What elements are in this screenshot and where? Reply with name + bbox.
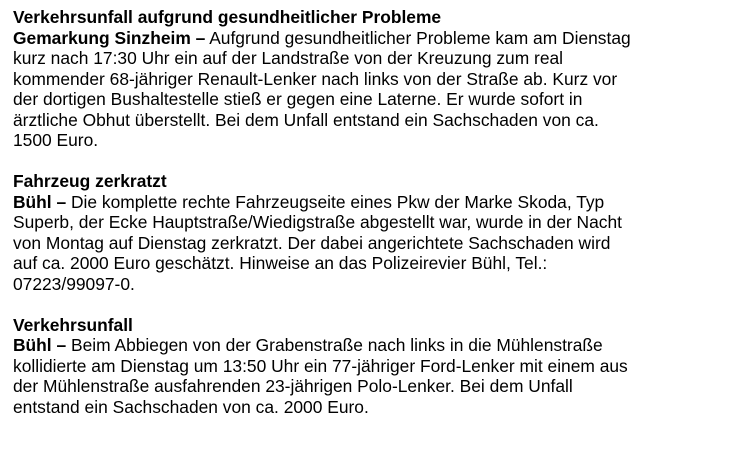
- article-line: 1500 Euro.: [13, 130, 99, 150]
- article-line: kurz nach 17:30 Uhr ein auf der Landstraße von der Kreuzung zum real: [13, 48, 564, 68]
- article-location: Gemarkung Sinzheim –: [13, 27, 206, 48]
- article-line: der Mühlenstraße ausfahrenden 23-jährigen Polo-Lenker. Bei dem Unfall: [13, 376, 573, 396]
- article-line: von Montag auf Dienstag zerkratzt. Der dabei angerichtete Sachschaden wird: [13, 232, 611, 253]
- document-page: [13, 7, 743, 417]
- article-first-line: [13, 28, 743, 49]
- article-line: kommender 68-jähriger Renault-Lenker nach links von der Straße ab. Kurz vor: [13, 68, 618, 89]
- article-line: ärztliche Obhut überstellt. Bei dem Unfall entstand ein Sachschaden von ca.: [13, 109, 599, 130]
- article-line: entstand ein Sachschaden von ca. 2000 Euro.: [13, 396, 369, 417]
- article-body: [13, 335, 743, 417]
- article-line: 07223/99097-0.: [13, 273, 135, 294]
- article-first-line: [13, 335, 743, 356]
- article-headline: Verkehrsunfall: [13, 314, 133, 335]
- article-headline: Fahrzeug zerkratzt: [13, 171, 167, 191]
- article-location: Bühl –: [13, 335, 67, 355]
- article-body: [13, 192, 743, 295]
- article-first-line: [13, 192, 743, 213]
- article-line: Die komplette rechte Fahrzeugseite eines Pkw der Marke Skoda, Typ: [70, 191, 605, 212]
- article-buehl-accident: [13, 315, 743, 418]
- article-line: Beim Abbiegen von der Grabenstraße nach links in die Mühlenstraße: [70, 335, 603, 355]
- article-line: Superb, der Ecke Hauptstraße/Wiedigstraße abgestellt war, wurde in der Nacht: [13, 212, 622, 232]
- article-location: Bühl –: [13, 191, 67, 212]
- article-headline: Verkehrsunfall aufgrund gesundheitlicher Probleme: [13, 7, 442, 27]
- article-line: kollidierte am Dienstag um 13:50 Uhr ein 77-jähriger Ford-Lenker mit einem aus: [13, 355, 628, 376]
- article-line: Aufgrund gesundheitlicher Probleme kam am Dienstag: [209, 27, 631, 48]
- article-line: der dortigen Bushaltestelle stieß er gegen eine Laterne. Er wurde sofort in: [13, 89, 583, 109]
- article-line: auf ca. 2000 Euro geschätzt. Hinweise an das Polizeirevier Bühl, Tel.:: [13, 253, 548, 273]
- article-sinzheim: [13, 7, 743, 151]
- article-body: [13, 28, 743, 151]
- article-buehl-scratch: [13, 171, 743, 294]
